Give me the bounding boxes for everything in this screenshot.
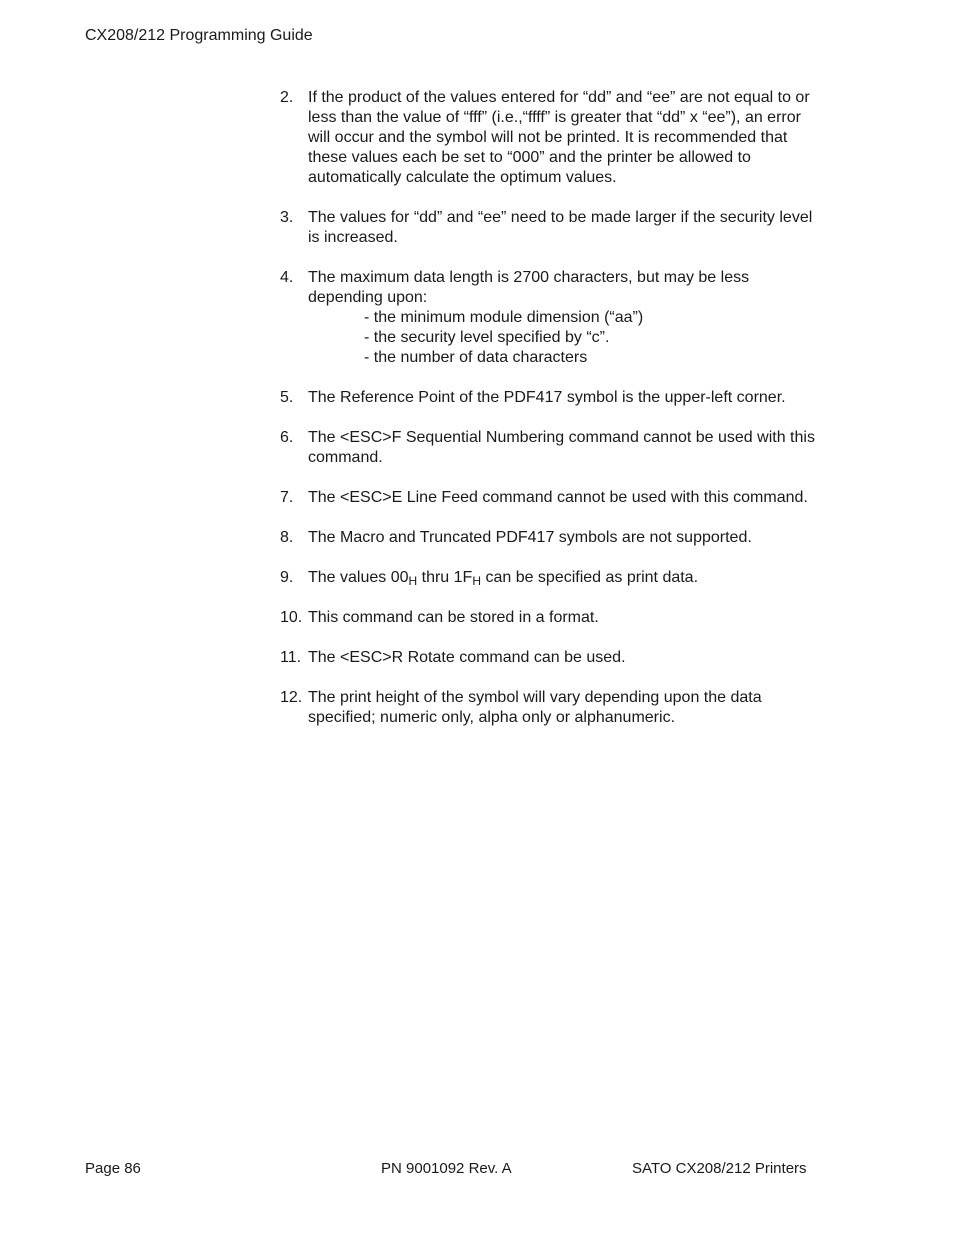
footer-page-number: Page 86 bbox=[85, 1160, 141, 1177]
note-number: 5. bbox=[280, 389, 294, 406]
footer-part-number: PN 9001092 Rev. A bbox=[381, 1160, 512, 1177]
note-item-10 bbox=[280, 608, 820, 628]
note-text: If the product of the values entered for “dd” and “ee” are not equal to or less than the value of “fff” (i.e.,“ffff” is greater that “dd” x “ee”), an error will occur and the symbol will not be printed. It is recommended that these values each be set to “000” and the printer be allowed to automatically calculate the optimum values. bbox=[308, 89, 810, 186]
note-text-part: can be specified as print data. bbox=[481, 569, 699, 586]
note-subitem: - the minimum module dimension (“aa”) bbox=[364, 309, 644, 326]
note-number: 10. bbox=[280, 609, 303, 626]
note-text-part: thru 1F bbox=[417, 569, 473, 586]
note-text: The <ESC>F Sequential Numbering command cannot be used with this command. bbox=[308, 429, 815, 466]
note-item-5 bbox=[280, 388, 820, 408]
note-item-11 bbox=[280, 648, 820, 668]
note-number: 4. bbox=[280, 269, 294, 286]
note-text: This command can be stored in a format. bbox=[308, 609, 599, 626]
note-text-part: The values 00 bbox=[308, 569, 409, 586]
note-number: 7. bbox=[280, 489, 294, 506]
note-number: 6. bbox=[280, 429, 294, 446]
note-subitem: - the security level specified by “c”. bbox=[364, 329, 610, 346]
note-number: 3. bbox=[280, 209, 294, 226]
footer-product-name: SATO CX208/212 Printers bbox=[632, 1160, 807, 1177]
note-item-12 bbox=[280, 688, 820, 728]
note-subitem: - the number of data characters bbox=[364, 349, 588, 366]
note-number: 11. bbox=[280, 649, 302, 666]
note-text bbox=[308, 569, 698, 586]
note-item-8 bbox=[280, 528, 820, 548]
hex-subscript: H bbox=[472, 574, 481, 588]
hex-subscript: H bbox=[408, 574, 418, 588]
note-text: The Reference Point of the PDF417 symbol is the upper-left corner. bbox=[308, 389, 786, 406]
note-item-9 bbox=[280, 568, 820, 588]
note-item-7 bbox=[280, 488, 820, 508]
note-subitems bbox=[308, 308, 820, 368]
note-number: 9. bbox=[280, 569, 294, 586]
notes-list bbox=[280, 88, 820, 748]
note-number: 8. bbox=[280, 529, 294, 546]
note-text: The maximum data length is 2700 characters, but may be less depending upon: bbox=[308, 269, 750, 306]
note-text: The <ESC>E Line Feed command cannot be used with this command. bbox=[308, 489, 808, 506]
note-item-2 bbox=[280, 88, 820, 188]
note-item-3 bbox=[280, 208, 820, 248]
note-item-4 bbox=[280, 268, 820, 368]
note-number: 12. bbox=[280, 689, 303, 706]
note-text: The values for “dd” and “ee” need to be made larger if the security level is increased. bbox=[308, 209, 813, 246]
note-text: The print height of the symbol will vary depending upon the data specified; numeric only, alpha only or alphanumeric. bbox=[308, 689, 762, 726]
note-number: 2. bbox=[280, 89, 294, 106]
note-text: The <ESC>R Rotate command can be used. bbox=[308, 649, 626, 666]
note-text: The Macro and Truncated PDF417 symbols are not supported. bbox=[308, 529, 752, 546]
note-item-6 bbox=[280, 428, 820, 468]
page-header-title: CX208/212 Programming Guide bbox=[85, 27, 313, 44]
